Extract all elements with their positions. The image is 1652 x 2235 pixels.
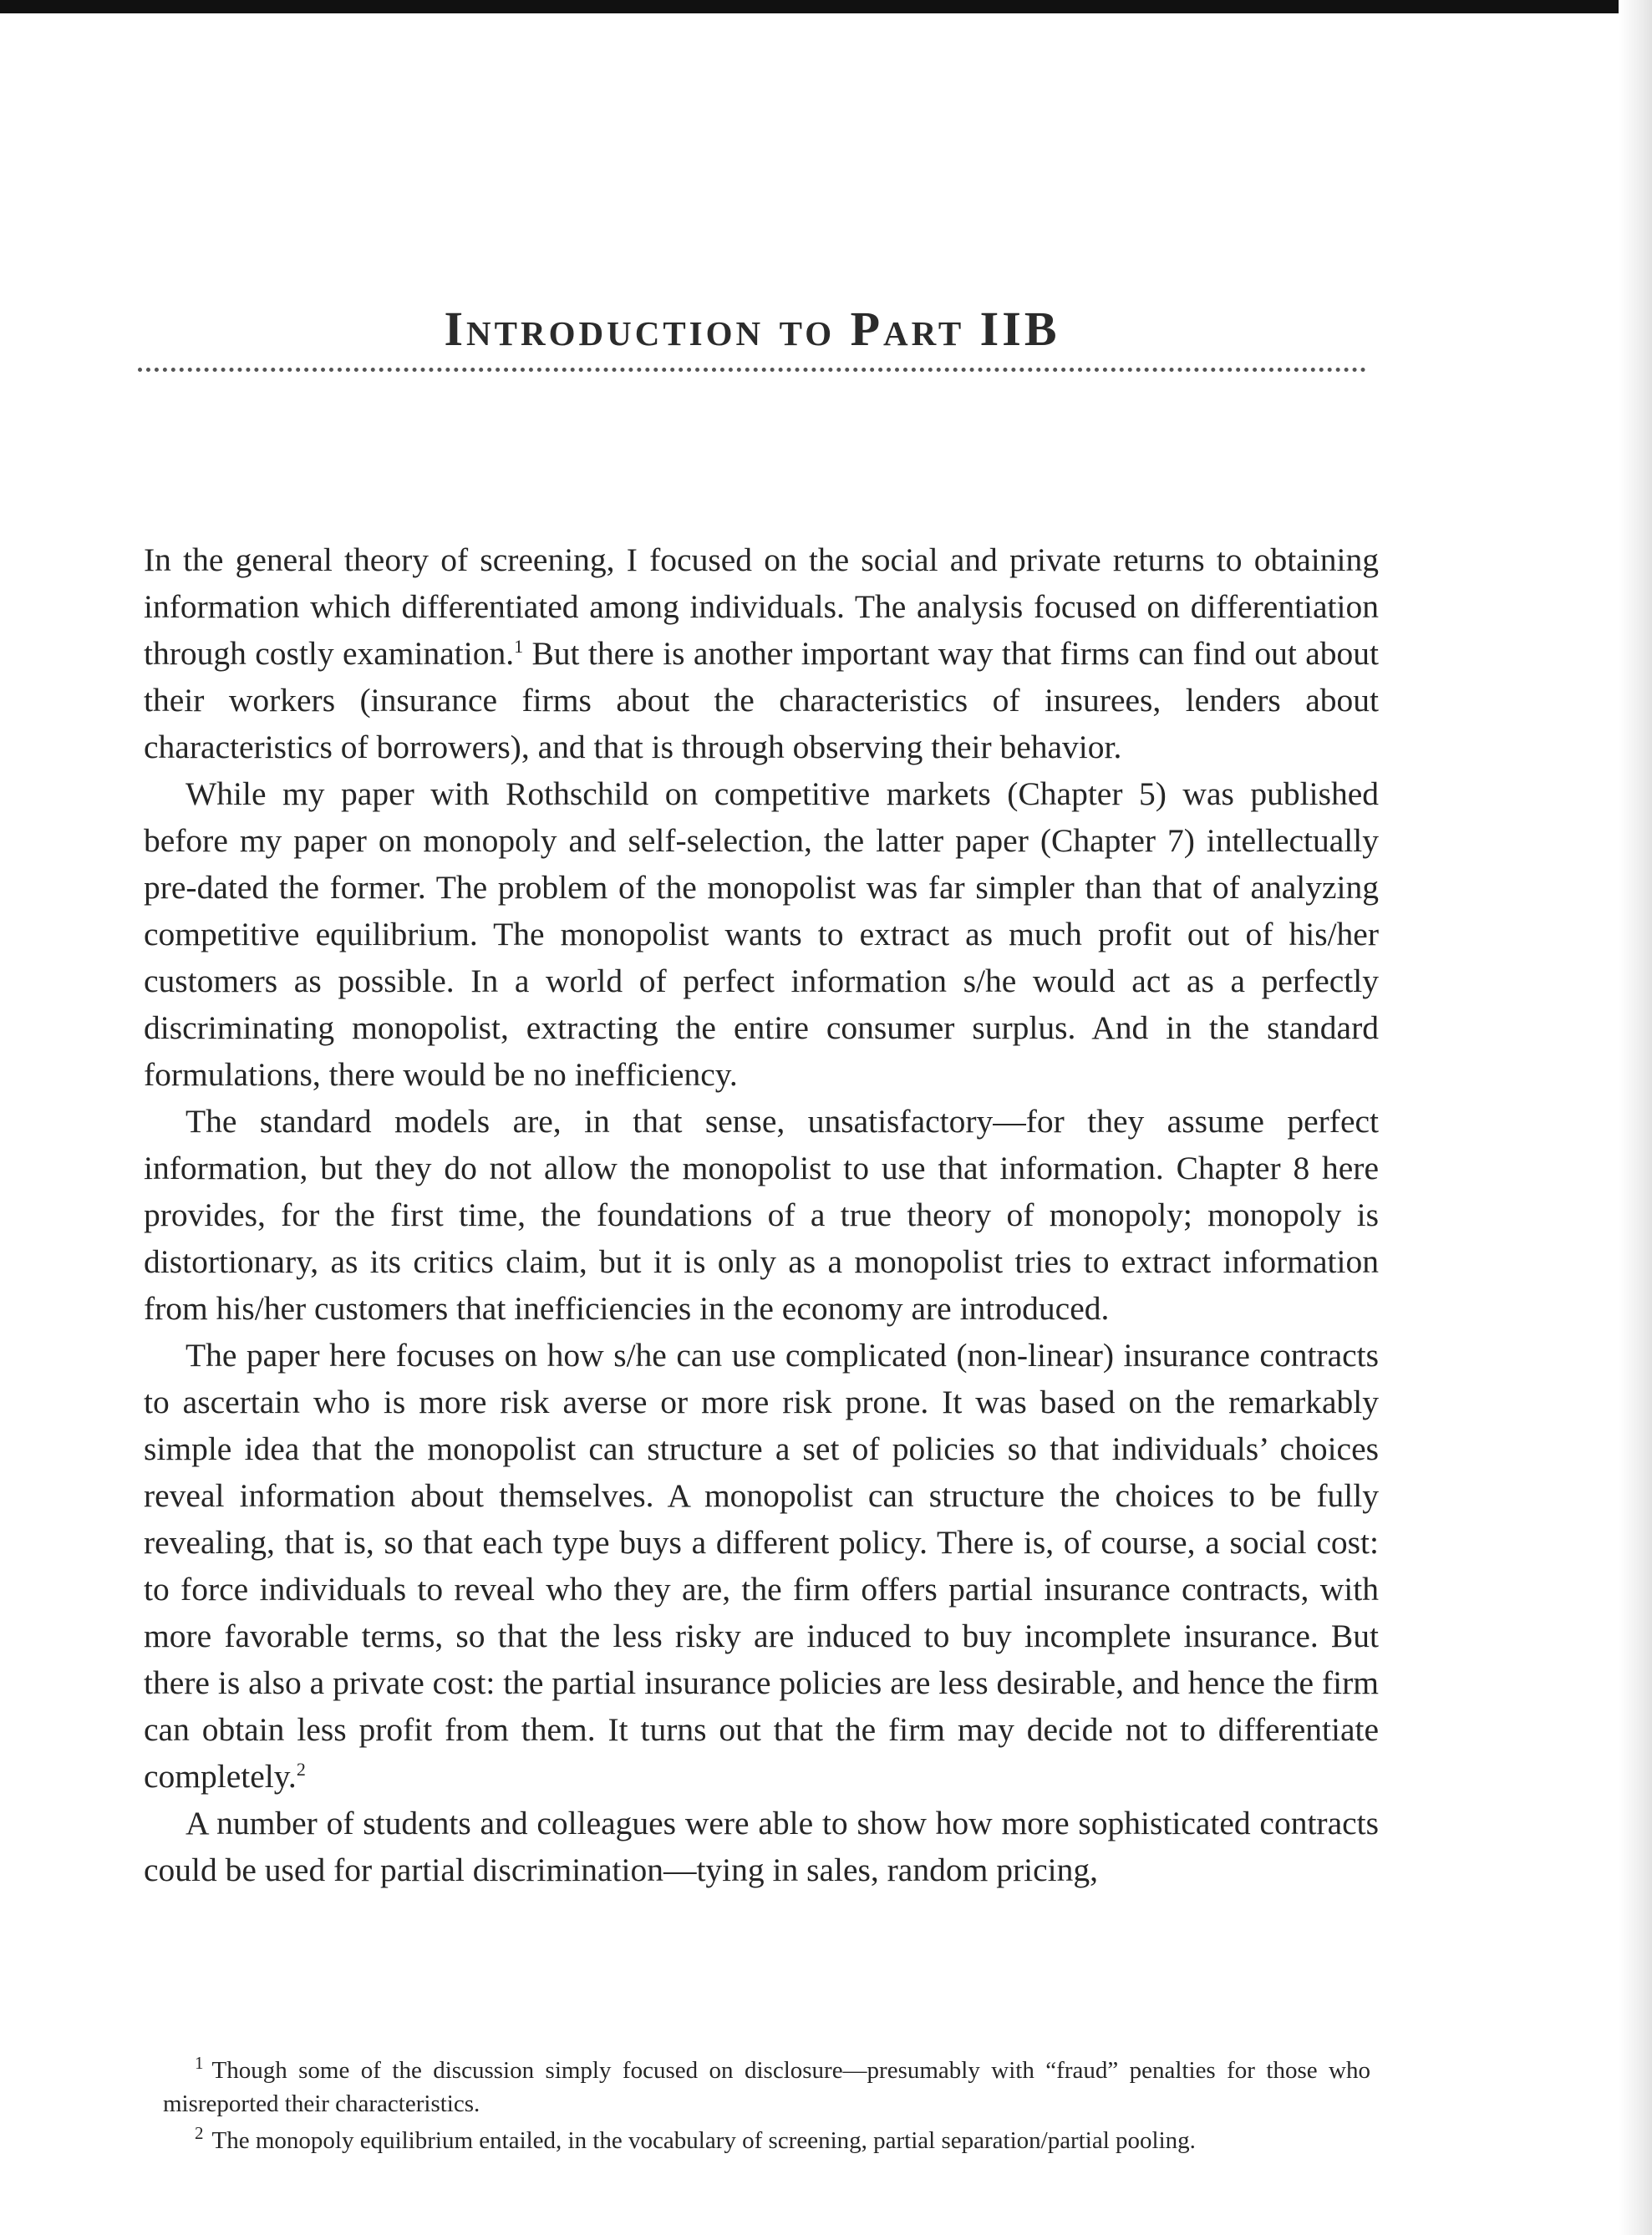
footnotes (163, 2054, 1370, 2161)
paragraph-1-text: In the general theory of screening, I focused on the social and private returns to obtaining information which differentiated among individuals. The analysis focused on differentiation through costly examination. (144, 541, 1379, 672)
paragraph-4-text: The paper here focuses on how s/he can use complicated (non-linear) insurance contracts to ascertain who is more risk averse or more risk prone. It was based on the remarkably simple idea that the monopolist can structure a set of policies so that individuals’ choices reveal information about themselves. A monopolist can structure the choices to be fully revealing, that is, so that each type buys a different policy. There is, of course, a social cost: to force individuals to reveal who they are, the firm offers partial insurance contracts, with more favorable terms, so that the less risky are induced to buy incomplete insurance. But there is also a private cost: the partial insurance policies are less desirable, and hence the firm can obtain less profit from them. It turns out that the firm may decide not to differentiate completely. (144, 1337, 1379, 1795)
paragraph-1-text-cont: But there is another important way that firms can find out about their workers (insurance firms about the characteristics of insurees, lenders about characteristics of borrowers), and that is through observing their behavior. (144, 635, 1379, 765)
footnote-ref-1[interactable]: 1 (514, 635, 524, 657)
body-text (144, 536, 1379, 1893)
page-fold-shadow (1619, 0, 1652, 2235)
footnote-2-number: 2 (195, 2123, 204, 2144)
paragraph-3: The standard models are, in that sense, unsatisfactory—for they assume perfect information, but they do not allow the monopolist to use that information. Chapter 8 here provides, for the first time, the foundations of a true theory of monopoly; monopoly is distortionary, as its critics claim, but it is only as a monopolist tries to extract information from his/her customers that inefficiencies in the economy are introduced. (144, 1103, 1379, 1327)
footnote-1 (163, 2054, 1370, 2121)
scan-top-edge (0, 0, 1652, 13)
footnote-1-text: Though some of the discussion simply focused on disclosure—presumably with “fraud” penalties for those who misreported their characteristics. (163, 2057, 1370, 2117)
paragraph-4 (144, 1332, 1379, 1800)
paragraph-5: A number of students and colleagues were able to show how more sophisticated contracts could be used for partial discrimination—tying in sales, random pricing, (144, 1805, 1379, 1888)
footnote-ref-2[interactable]: 2 (296, 1758, 306, 1780)
paragraph-2: While my paper with Rothschild on competitive markets (Chapter 5) was published before my paper on monopoly and self-selection, the latter paper (Chapter 7) intellectually pre-dated the former. The problem of the monopolist was far simpler than that of analyzing competitive equilibrium. The monopolist wants to extract as much profit out of his/her customers as possible. In a world of perfect information s/he would act as a perfectly discriminating monopolist, extracting the entire consumer surplus. And in the standard formulations, there would be no inefficiency. (144, 775, 1379, 1093)
dotted-rule (138, 368, 1366, 372)
paragraph-1 (144, 536, 1379, 770)
chapter-heading: Introduction to Part IIB (444, 302, 1060, 356)
footnote-1-number: 1 (195, 2053, 204, 2074)
footnote-2-text: The monopoly equilibrium entailed, in the vocabulary of screening, partial separation/partial pooling. (211, 2127, 1196, 2154)
footnote-2 (163, 2124, 1370, 2157)
